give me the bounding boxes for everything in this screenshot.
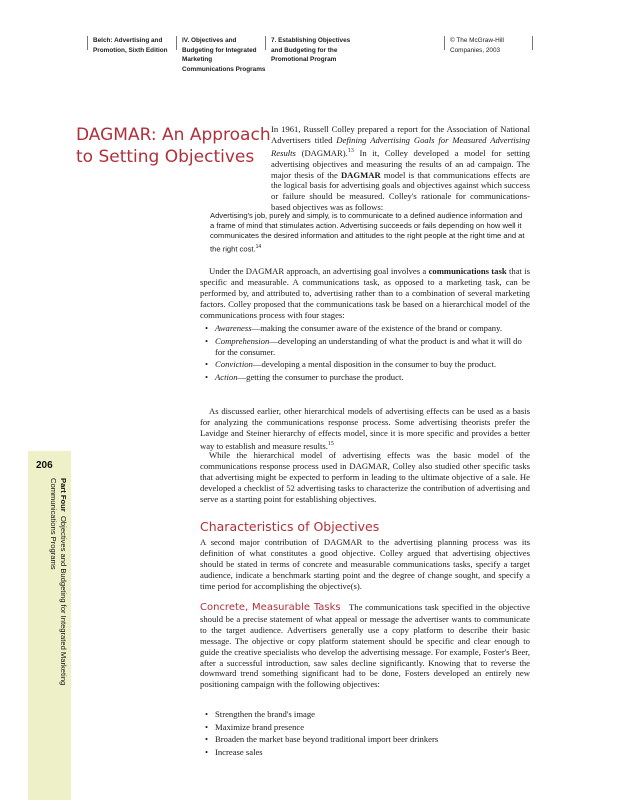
header-text: Belch: Advertising and — [93, 37, 163, 44]
text: model is that communications effects are the logical basis for advertising goals and objectives against which success or failure should be measured. Colley's rationale for communications-based objectives was as follows: — [271, 169, 530, 213]
heading-line: DAGMAR: An Approach — [76, 125, 271, 145]
stage-term: Awareness — [215, 323, 252, 333]
intro-paragraph-a — [271, 124, 530, 213]
part-title-line: Communications Programs — [49, 478, 58, 570]
stage-text: —making the consumer aware of the existence of the brand or company. — [251, 323, 503, 333]
text: In it, Colley developed a model for setting advertising objectives and measuring the results of an ad campaign. The major thesis of the — [271, 147, 530, 180]
list-item: • Increase sales — [204, 747, 526, 758]
text: The communications task specified in the objective should be a precise statement of what appeal or message the advertiser wants to communicate to the target audience. Advertisers generally use a copy platform to describe their basic message. The objective or copy platform statement should be specific and clear enough to guide the creative specialists who develop the advertising message. For example, Foster's Beer, after a successful introduction, saw sales decline significantly. Knowing that to reverse the downward trend something significant had to be done, Fosters developed an entirely new positioning campaign with the following objectives: — [200, 602, 530, 690]
header-text: Communications Programs — [182, 65, 266, 73]
part-title: Objectives and Budgeting for Integrated Marketing — [59, 516, 68, 686]
key-term: communications task — [428, 266, 507, 276]
text: Under the DAGMAR approach, an advertising goal involves a — [209, 266, 429, 276]
objectives-list — [204, 709, 526, 760]
footnote-ref: 15 — [327, 440, 334, 447]
part-running-title — [38, 478, 68, 698]
text: that is specific and measurable. A communications task, as opposed to a marketing task, can be performed by, and attributed to, advertising rather than to a combination of several marketing factors. Colley proposed that the communications task be based on a hierarchical model of the communications process with four stages: — [200, 266, 531, 320]
stage-term: Comprehension — [215, 335, 270, 346]
header-text: © The McGraw-Hill — [450, 37, 504, 44]
header-divider — [444, 36, 445, 50]
paragraph — [200, 450, 530, 505]
header-book-title — [93, 36, 168, 55]
text: While the hierarchical model of advertising effects was the basic model of the communications response process used in DAGMAR, Colley also studied other specific tasks that advertising might be expected to perform in leading to the ultimate objective of a sale. He developed a checklist of 52 advertising tasks to characterize the contribution of advertising and serve as a starting point for establishing objectives. — [200, 450, 530, 504]
list-item — [204, 323, 526, 334]
header-divider — [176, 36, 177, 50]
paragraph — [200, 266, 530, 321]
text: (DAGMAR). — [295, 147, 348, 158]
paragraph — [200, 537, 530, 592]
stage-text: —getting the consumer to purchase the product. — [237, 372, 404, 383]
header-text: and Budgeting for the — [271, 46, 338, 54]
header-copyright — [450, 36, 504, 55]
stage-text: —developing an understanding of what the product is and what it will do for the consumer. — [215, 335, 522, 357]
stages-list — [204, 323, 526, 385]
key-term: DAGMAR — [340, 169, 381, 180]
list-item — [204, 336, 526, 358]
part-title-line — [58, 478, 68, 698]
header-text: IV. Objectives and — [182, 37, 237, 44]
stage-text: —developing a mental disposition in the consumer to buy the product. — [252, 359, 496, 370]
paragraph — [200, 406, 530, 452]
header-divider — [87, 36, 88, 50]
text: In 1961, Russell Colley prepared a report for the Association of National Advertisers titled — [271, 124, 530, 145]
header-text: Marketing — [182, 56, 213, 63]
footnote-ref: 13 — [347, 147, 354, 154]
list-item: • Maximize brand presence — [204, 722, 526, 733]
header-text: Promotional Program — [271, 56, 337, 63]
part-label: Part Four — [59, 478, 68, 512]
header-part-title — [182, 36, 265, 74]
heading-line: to Setting Objectives — [76, 147, 255, 167]
section-heading: Characteristics of Objectives — [200, 519, 380, 534]
header-chapter-title — [271, 36, 350, 65]
stage-term: Conviction — [215, 359, 253, 370]
quote-text: Advertising's job, purely and simply, is to communicate to a defined audience information and a frame of mind that stimulates action. Advertising succeeds or fails depending on how well it communicates the desired information and attitudes to the right people at the right time and at the right cost. — [210, 211, 525, 254]
header-divider — [265, 36, 266, 50]
list-item — [204, 372, 526, 383]
text: A second major contribution of DAGMAR to the advertising planning process was its definition of what constitutes a good objective. Colley argued that advertising objectives should be stated in terms of concrete and measurable communications tasks, specify a target audience, indicate a benchmark starting point and the degree of change sought, and specify a time period for accomplishing the objective(s). — [200, 537, 530, 591]
list-item — [204, 359, 526, 370]
page-number: 206 — [36, 460, 53, 471]
block-quote — [210, 211, 528, 254]
footnote-ref: 14 — [255, 243, 262, 250]
header-divider — [532, 36, 533, 50]
section-heading — [76, 124, 271, 168]
subsection-heading: Concrete, Measurable Tasks — [200, 602, 341, 613]
list-item: • Broaden the market base beyond traditional import beer drinkers — [204, 734, 526, 745]
report-title: Defining Advertising Goals for Measured Advertising Results — [271, 134, 530, 158]
list-item: • Strengthen the brand's image — [204, 709, 526, 720]
header-text: Companies, 2003 — [450, 46, 501, 54]
text: As discussed earlier, other hierarchical models of advertising effects can be used as a basis for analyzing the communications response process. Some advertising theorists prefer the Lavidge and Steiner hierarchy of effects model, since it is more specific and provides a better way to establish and measure results. — [200, 406, 530, 451]
stage-term: Action — [215, 372, 238, 383]
header-text: 7. Establishing Objectives — [271, 37, 351, 44]
header-text: Promotion, Sixth Edition — [93, 46, 168, 54]
paragraph — [200, 602, 530, 690]
header-text: Budgeting for Integrated — [182, 46, 257, 54]
